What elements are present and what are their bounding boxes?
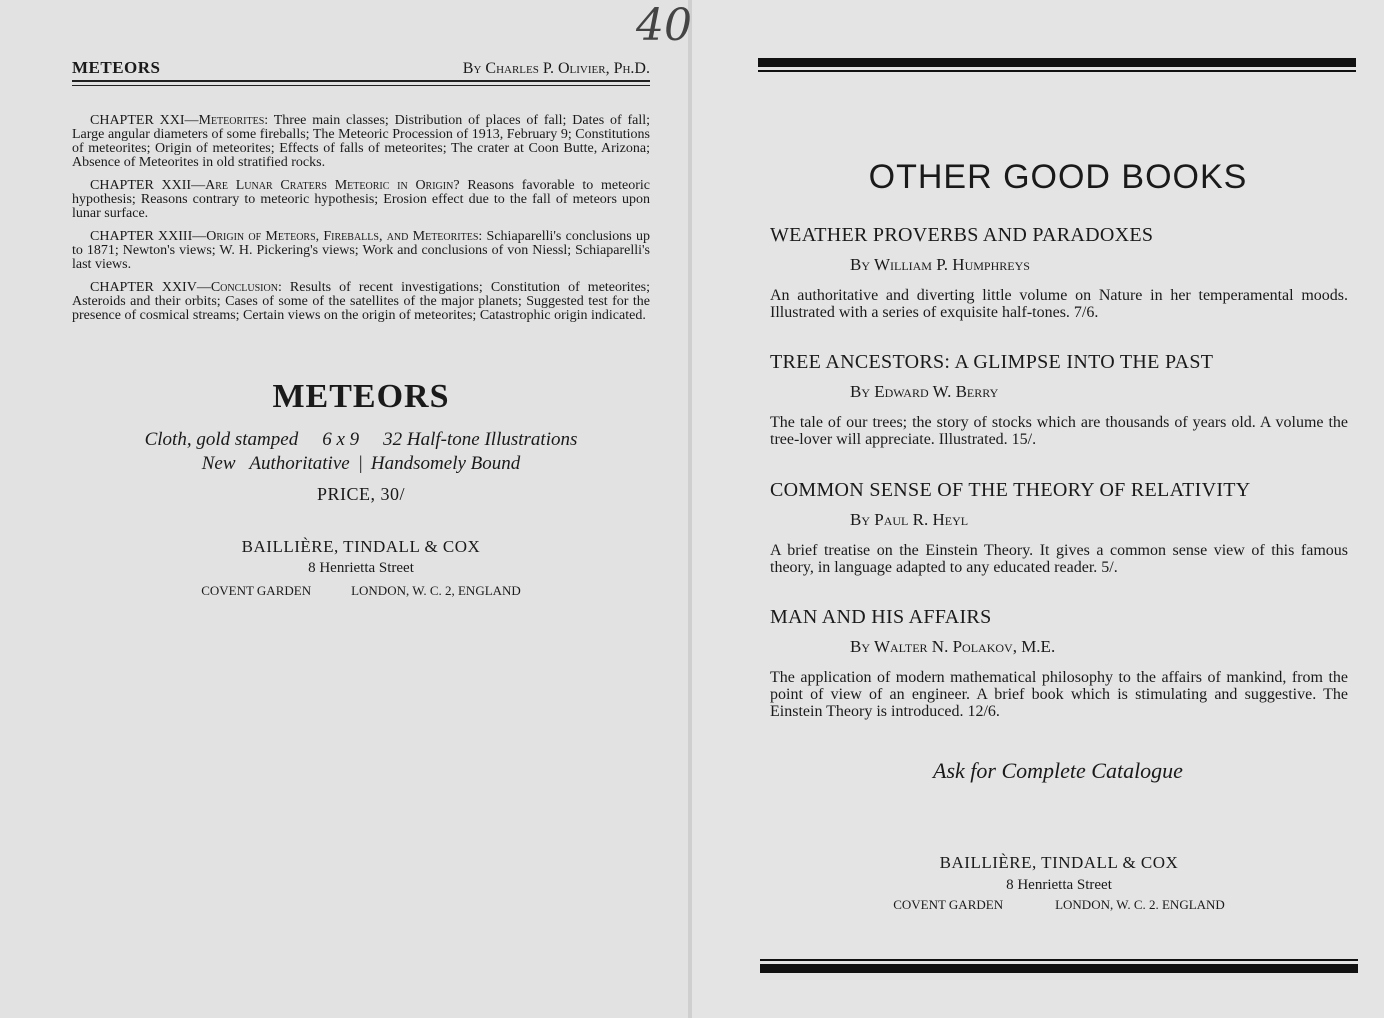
publisher-name: BAILLIÈRE, TINDALL & COX xyxy=(939,853,1179,872)
bottom-thick-rule xyxy=(760,964,1358,973)
publisher-street: 8 Henrietta Street xyxy=(1006,877,1112,893)
book-description: A brief treatise on the Einstein Theory. It gives a common sense view of this famous theory, in language adapted to any educated reader. 5/. xyxy=(770,542,1348,576)
book-entry xyxy=(770,351,1348,448)
ad-price: PRICE, 30/ xyxy=(316,484,405,504)
header-rule-thin xyxy=(72,85,650,86)
publisher-location: COVENT GARDEN LONDON, W. C. 2. ENGLAND xyxy=(893,897,1225,912)
header-rule xyxy=(72,80,650,82)
book-description: The tale of our trees; the story of stocks which are thousands of years old. A volume the tree-lover will appreciate. Illustrated. 15/. xyxy=(770,414,1348,448)
ad-specs: Cloth, gold stamped 6 x 9 32 Half-tone Illustrations New Authoritative | Handsomely Bound xyxy=(144,429,578,474)
chapter-entry: CHAPTER XXIV—Conclusion: Results of recent investigations; Constitution of meteorites; Asteroids and their orbits; Cases of some of the satellites of the major planets; Suggested test for the presence of cosmical streams; Certain views on the origin of meteorites; Catastrophic origin indicated. xyxy=(72,280,650,323)
book-title: MAN AND HIS AFFAIRS xyxy=(770,606,992,628)
ad-title: METEORS xyxy=(272,378,450,415)
top-thin-rule xyxy=(758,70,1356,72)
catalogue-note: Ask for Complete Catalogue xyxy=(933,758,1183,783)
other-books-heading: OTHER GOOD BOOKS xyxy=(868,158,1248,196)
book-entry xyxy=(770,606,1348,720)
book-description: The application of modern mathematical philosophy to the affairs of mankind, from the point of view of an engineer. A brief book which is stimulating and suggestive. The Einstein Theory is introduced. 12/6. xyxy=(770,669,1348,720)
publisher-location: COVENT GARDEN LONDON, W. C. 2, ENGLAND xyxy=(201,583,521,598)
handwritten-mark: 40 xyxy=(636,0,692,51)
book-author: By Walter N. Polakov, M.E. xyxy=(850,637,1056,656)
publisher-block xyxy=(770,853,1348,913)
bottom-thin-rule xyxy=(760,959,1358,961)
book-title: WEATHER PROVERBS AND PARADOXES xyxy=(770,224,1154,246)
running-title: METEORS xyxy=(72,58,161,77)
book-entry xyxy=(770,224,1348,321)
top-thick-rule xyxy=(758,58,1356,67)
running-head xyxy=(72,58,650,78)
book-description: An authoritative and diverting little volume on Nature in her temperamental moods. Illustrated with a series of exquisite half-tones. 7/6. xyxy=(770,287,1348,321)
book-author: By Paul R. Heyl xyxy=(850,510,969,529)
chapter-list xyxy=(72,114,650,332)
page-fold xyxy=(688,0,692,1018)
book-title: COMMON SENSE OF THE THEORY OF RELATIVITY xyxy=(770,479,1251,501)
chapter-entry: CHAPTER XXIII—Origin of Meteors, Fireballs, and Meteorites: Schiaparelli's conclusions up to 1871; Newton's views; W. H. Pickering's views; Work and conclusions of von Niessl; Schiaparelli's last views. xyxy=(72,229,650,272)
publisher-name: BAILLIÈRE, TINDALL & COX xyxy=(241,537,481,556)
chapter-entry: CHAPTER XXII—Are Lunar Craters Meteoric in Origin? Reasons favorable to meteoric hypothesis; Reasons contrary to meteoric hypothesis; Erosion effect due to the fall of meteors upon lunar surface. xyxy=(72,178,650,221)
book-title: TREE ANCESTORS: A GLIMPSE INTO THE PAST xyxy=(770,351,1214,373)
left-page xyxy=(0,0,690,1018)
book-author: By William P. Humphreys xyxy=(850,255,1030,274)
book-entry xyxy=(770,479,1348,576)
book-author: By Edward W. Berry xyxy=(850,382,999,401)
running-author: By Charles P. Olivier, Ph.D. xyxy=(462,60,650,77)
chapter-entry: CHAPTER XXI—Meteorites: Three main classes; Distribution of places of fall; Dates of fall; Large angular diameters of some fireballs; The Meteoric Procession of 1913, February 9; Constitutions of meteorites; Origin of meteorites; Effects of falls of meteorites; The crater at Coon Butte, Arizona; Absence of Meteorites in old stratified rocks. xyxy=(72,113,651,170)
publisher-street: 8 Henrietta Street xyxy=(308,560,414,576)
